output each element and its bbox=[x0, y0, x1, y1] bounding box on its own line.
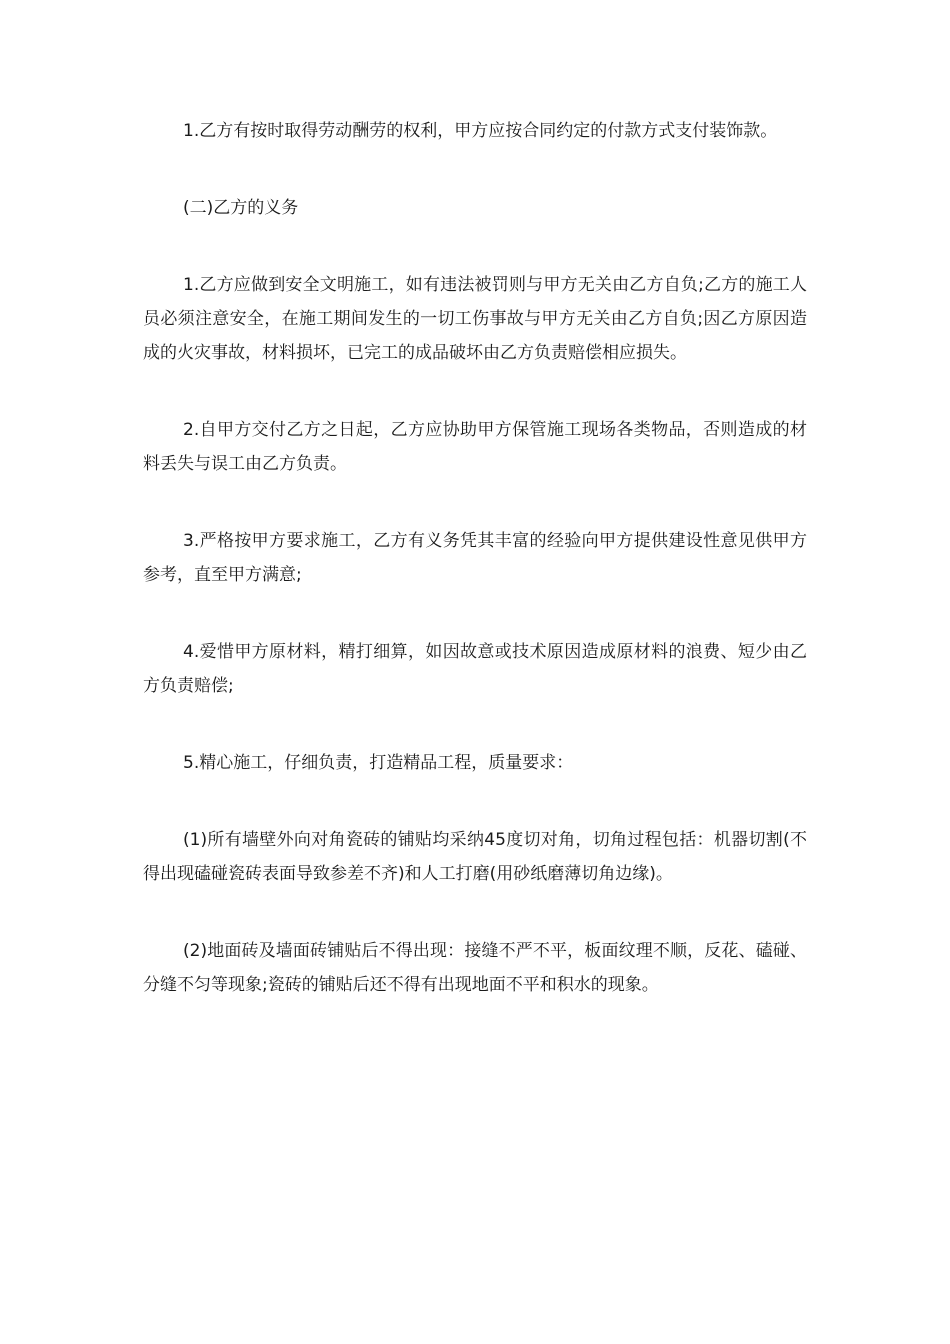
paragraph-construction-requirements: 3.严格按甲方要求施工，乙方有义务凭其丰富的经验向甲方提供建设性意见供甲方参考，直至甲方满意; bbox=[143, 531, 807, 585]
paragraph-materials: 4.爱惜甲方原材料，精打细算，如因故意或技术原因造成原材料的浪费、短少由乙方负责赔偿; bbox=[143, 642, 807, 696]
paragraph-tile-corners: (1)所有墙壁外向对角瓷砖的铺贴均采纳45度切对角，切角过程包括：机器切割(不得出现磕碰瓷砖表面导致参差不齐)和人工打磨(用砂纸磨薄切角边缘)。 bbox=[143, 830, 807, 884]
paragraph-safety: 1.乙方应做到安全文明施工，如有违法被罚则与甲方无关由乙方自负;乙方的施工人员必须注意安全，在施工期间发生的一切工伤事故与甲方无关由乙方自负;因乙方原因造成的火灾事故，材料损坏，已完工的成品破坏由乙方负责赔偿相应损失。 bbox=[143, 275, 807, 363]
document-body bbox=[143, 114, 807, 1045]
paragraph-tile-laying: (2)地面砖及墙面砖铺贴后不得出现：接缝不严不平，板面纹理不顺，反花、磕碰、分缝不匀等现象;瓷砖的铺贴后还不得有出现地面不平和积水的现象。 bbox=[143, 941, 807, 995]
section-heading-obligations: (二)乙方的义务 bbox=[183, 198, 299, 218]
paragraph-custody: 2.自甲方交付乙方之日起，乙方应协助甲方保管施工现场各类物品，否则造成的材料丢失与误工由乙方负责。 bbox=[143, 420, 807, 474]
paragraph-quality: 5.精心施工，仔细负责，打造精品工程，质量要求： bbox=[183, 753, 574, 773]
paragraph-right-payment: 1.乙方有按时取得劳动酬劳的权利，甲方应按合同约定的付款方式支付装饰款。 bbox=[183, 121, 778, 141]
